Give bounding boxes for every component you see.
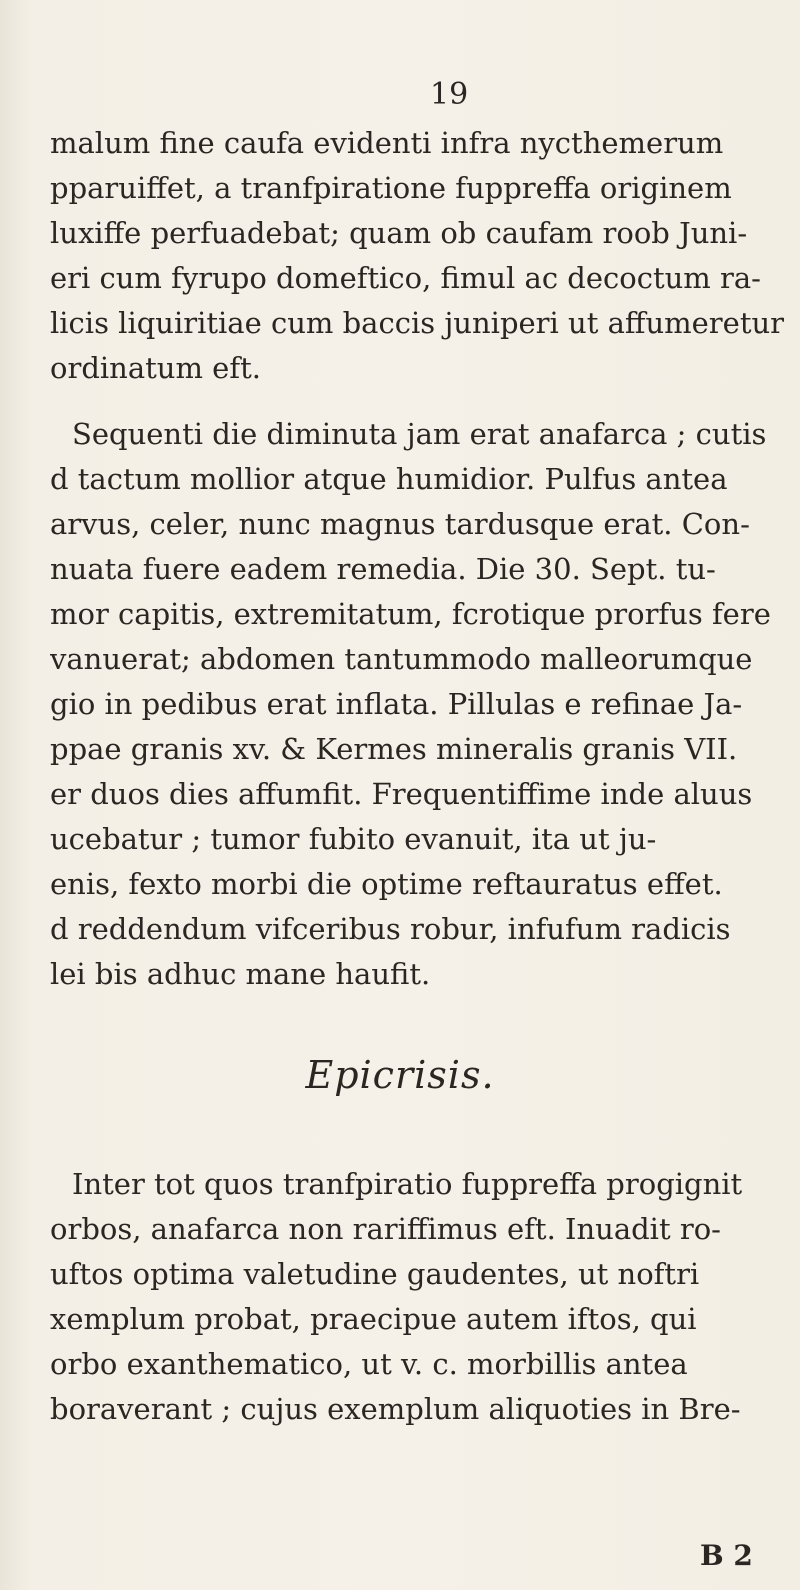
text-line: luxiffe perfuadebat; quam ob caufam roob Juni- [50,216,748,250]
text-line: licis liquiritiae cum baccis juniperi ut affumeretur [50,306,785,340]
text-line: pparuiffet, a tranfpiratione fuppreffa originem [50,171,732,205]
text-line: d tactum mollior atque humidior. Pulfus antea [50,462,728,496]
text-line: er duos dies affumfit. Frequentiffime inde aluus [50,777,753,811]
text-line: boraverant ; cujus exemplum aliquoties in Bre- [50,1392,741,1426]
text-line: ordinatum eft. [50,351,261,385]
signature-mark: B 2 [700,1539,753,1572]
text-line: gio in pedibus erat inflata. Pillulas e refinae Ja- [50,687,743,721]
page-number: 19 [430,77,469,112]
text-line: uftos optima valetudine gaudentes, ut noftri [50,1257,700,1291]
text-line: nuata fuere eadem remedia. Die 30. Sept. tu- [50,552,716,586]
text-line: orbos, anafarca non rariffimus eft. Inuadit ro- [50,1212,721,1246]
text-line: enis, fexto morbi die optime reftauratus effet. [50,867,723,901]
text-line: arvus, celer, nunc magnus tardusque erat. Con- [50,507,750,541]
text-line: orbo exanthematico, ut v. c. morbillis antea [50,1347,688,1381]
text-line: mor capitis, extremitatum, fcrotique prorfus fere [50,597,771,631]
text-line: vanuerat; abdomen tantummodo malleorumque [50,642,753,676]
text-line: eri cum fyrupo domeftico, fimul ac decoctum ra- [50,261,761,295]
text-line: lei bis adhuc mane haufit. [50,957,431,991]
section-heading: Epicrisis. [305,1053,495,1097]
text-line: xemplum probat, praecipue autem iftos, qui [50,1302,697,1336]
text-line: ppae granis xv. & Kermes mineralis granis VII. [50,732,738,766]
text-line: ucebatur ; tumor fubito evanuit, ita ut ju- [50,822,657,856]
text-line: d reddendum vifceribus robur, infufum radicis [50,912,731,946]
text-line: malum fine caufa evidenti infra nycthemerum [50,126,724,160]
text-line: Sequenti die diminuta jam erat anafarca ; cutis [72,417,767,451]
text-line: Inter tot quos tranfpiratio fuppreffa progignit [72,1167,743,1201]
